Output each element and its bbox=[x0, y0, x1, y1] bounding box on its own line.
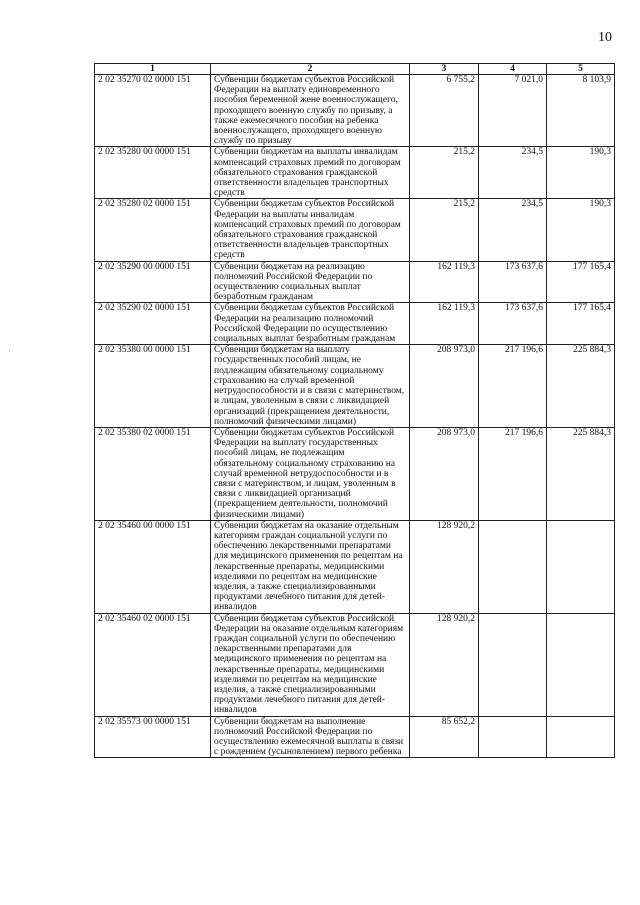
item-name: Субвенции бюджетам на реализацию полномочий Российской Федерации по осуществлению социальных выплат безработным гражданам bbox=[211, 261, 410, 303]
item-name: Субвенции бюджетам субъектов Российской Федерации на реализацию полномочий Российской Федерации по осуществлению социальных выплат безработным гражданам bbox=[211, 303, 410, 345]
budget-code: 2 02 35280 00 0000 151 bbox=[95, 147, 211, 199]
page-number: 10 bbox=[598, 30, 612, 45]
value-col-4: 217 196,6 bbox=[479, 427, 547, 520]
value-col-4 bbox=[479, 716, 547, 758]
table-row bbox=[95, 199, 615, 261]
item-name: Субвенции бюджетам субъектов Российской Федерации на выплату единовременного пособия беременной жене военнослужащего, проходящего военную службу по призыву, а также ежемесячного пособия на ребенка военнослужащего, проходящего военную службу по призыву bbox=[211, 75, 410, 147]
value-col-3: 6 755,2 bbox=[410, 75, 479, 147]
item-name: Субвенции бюджетам субъектов Российской Федерации на выплату государственных пособий лицам, не подлежащим обязательному социальному страхованию на случай временной нетрудоспособности и в связи с материнством, и лицам, уволенным в связи с ликвидацией организаций (прекращением деятельности, полномочий физическими лицами) bbox=[211, 427, 410, 520]
value-col-3: 162 119,3 bbox=[410, 261, 479, 303]
budget-code: 2 02 35280 02 0000 151 bbox=[95, 199, 211, 261]
value-col-4: 234,5 bbox=[479, 147, 547, 199]
value-col-3: 215,2 bbox=[410, 147, 479, 199]
table-row bbox=[95, 147, 615, 199]
value-col-5: 177 165,4 bbox=[547, 303, 615, 345]
header-col-2: 2 bbox=[211, 64, 410, 75]
header-col-3: 3 bbox=[410, 64, 479, 75]
table-row bbox=[95, 427, 615, 520]
table-row bbox=[95, 716, 615, 758]
value-col-4: 173 637,6 bbox=[479, 303, 547, 345]
value-col-5: 190,3 bbox=[547, 147, 615, 199]
budget-code: 2 02 35380 00 0000 151 bbox=[95, 345, 211, 428]
value-col-3: 85 652,2 bbox=[410, 716, 479, 758]
budget-code: 2 02 35460 00 0000 151 bbox=[95, 520, 211, 613]
value-col-5: 225 884,3 bbox=[547, 427, 615, 520]
value-col-4: 173 637,6 bbox=[479, 261, 547, 303]
value-col-3: 162 119,3 bbox=[410, 303, 479, 345]
value-col-4: 217 196,6 bbox=[479, 345, 547, 428]
table-row bbox=[95, 261, 615, 303]
budget-code: 2 02 35270 02 0000 151 bbox=[95, 75, 211, 147]
item-name: Субвенции бюджетам субъектов Российской Федерации на оказание отдельным категориям граждан социальной услуги по обеспечению лекарственными препаратами для медицинского применения по рецептам на лекарственные препараты, медицинскими изделиями по рецептам на медицинские изделия, а также специализированными продуктами лечебного питания для детей-инвалидов bbox=[211, 613, 410, 716]
value-col-3: 128 920,2 bbox=[410, 520, 479, 613]
budget-code: 2 02 35290 02 0000 151 bbox=[95, 303, 211, 345]
table-row bbox=[95, 303, 615, 345]
value-col-4 bbox=[479, 520, 547, 613]
value-col-3: 208 973,0 bbox=[410, 427, 479, 520]
item-name: Субвенции бюджетам субъектов Российской Федерации на выплаты инвалидам компенсаций страховых премий по договорам обязательного страхования гражданской ответственности владельцев транспортных средств bbox=[211, 199, 410, 261]
value-col-5: 225 884,3 bbox=[547, 345, 615, 428]
table-row bbox=[95, 520, 615, 613]
value-col-4 bbox=[479, 613, 547, 716]
table-row bbox=[95, 613, 615, 716]
value-col-5: 177 165,4 bbox=[547, 261, 615, 303]
value-col-5: 190,3 bbox=[547, 199, 615, 261]
header-col-1: 1 bbox=[95, 64, 211, 75]
value-col-5 bbox=[547, 716, 615, 758]
table-row bbox=[95, 345, 615, 428]
item-name: Субвенции бюджетам на выплату государственных пособий лицам, не подлежащим обязательному социальному страхованию на случай временной нетрудоспособности и в связи с материнством, и лицам, уволенным в связи с ликвидацией организаций (прекращением деятельности, полномочий физическими лицами) bbox=[211, 345, 410, 428]
margin-mark: · bbox=[8, 347, 11, 356]
value-col-3: 128 920,2 bbox=[410, 613, 479, 716]
budget-code: 2 02 35573 00 0000 151 bbox=[95, 716, 211, 758]
value-col-4: 7 021,0 bbox=[479, 75, 547, 147]
value-col-5 bbox=[547, 613, 615, 716]
item-name: Субвенции бюджетам на оказание отдельным категориям граждан социальной услуги по обеспечению лекарственными препаратами для медицинского применения по рецептам на лекарственные препараты, медицинскими изделиями по рецептам на медицинские изделия, а также специализированными продуктами лечебного питания для детей-инвалидов bbox=[211, 520, 410, 613]
header-col-4: 4 bbox=[479, 64, 547, 75]
value-col-3: 215,2 bbox=[410, 199, 479, 261]
item-name: Субвенции бюджетам на выполнение полномочий Российской Федерации по осуществлению ежемесячной выплаты в связи с рождением (усыновлением) первого ребенка bbox=[211, 716, 410, 758]
table-header-row bbox=[95, 64, 615, 75]
value-col-4: 234,5 bbox=[479, 199, 547, 261]
value-col-3: 208 973,0 bbox=[410, 345, 479, 428]
value-col-5: 8 103,9 bbox=[547, 75, 615, 147]
table-row bbox=[95, 75, 615, 147]
header-col-5: 5 bbox=[547, 64, 615, 75]
budget-code: 2 02 35290 00 0000 151 bbox=[95, 261, 211, 303]
budget-table bbox=[94, 63, 615, 758]
budget-code: 2 02 35460 02 0000 151 bbox=[95, 613, 211, 716]
item-name: Субвенции бюджетам на выплаты инвалидам компенсаций страховых премий по договорам обязательного страхования гражданской ответственности владельцев транспортных средств bbox=[211, 147, 410, 199]
value-col-5 bbox=[547, 520, 615, 613]
budget-code: 2 02 35380 02 0000 151 bbox=[95, 427, 211, 520]
